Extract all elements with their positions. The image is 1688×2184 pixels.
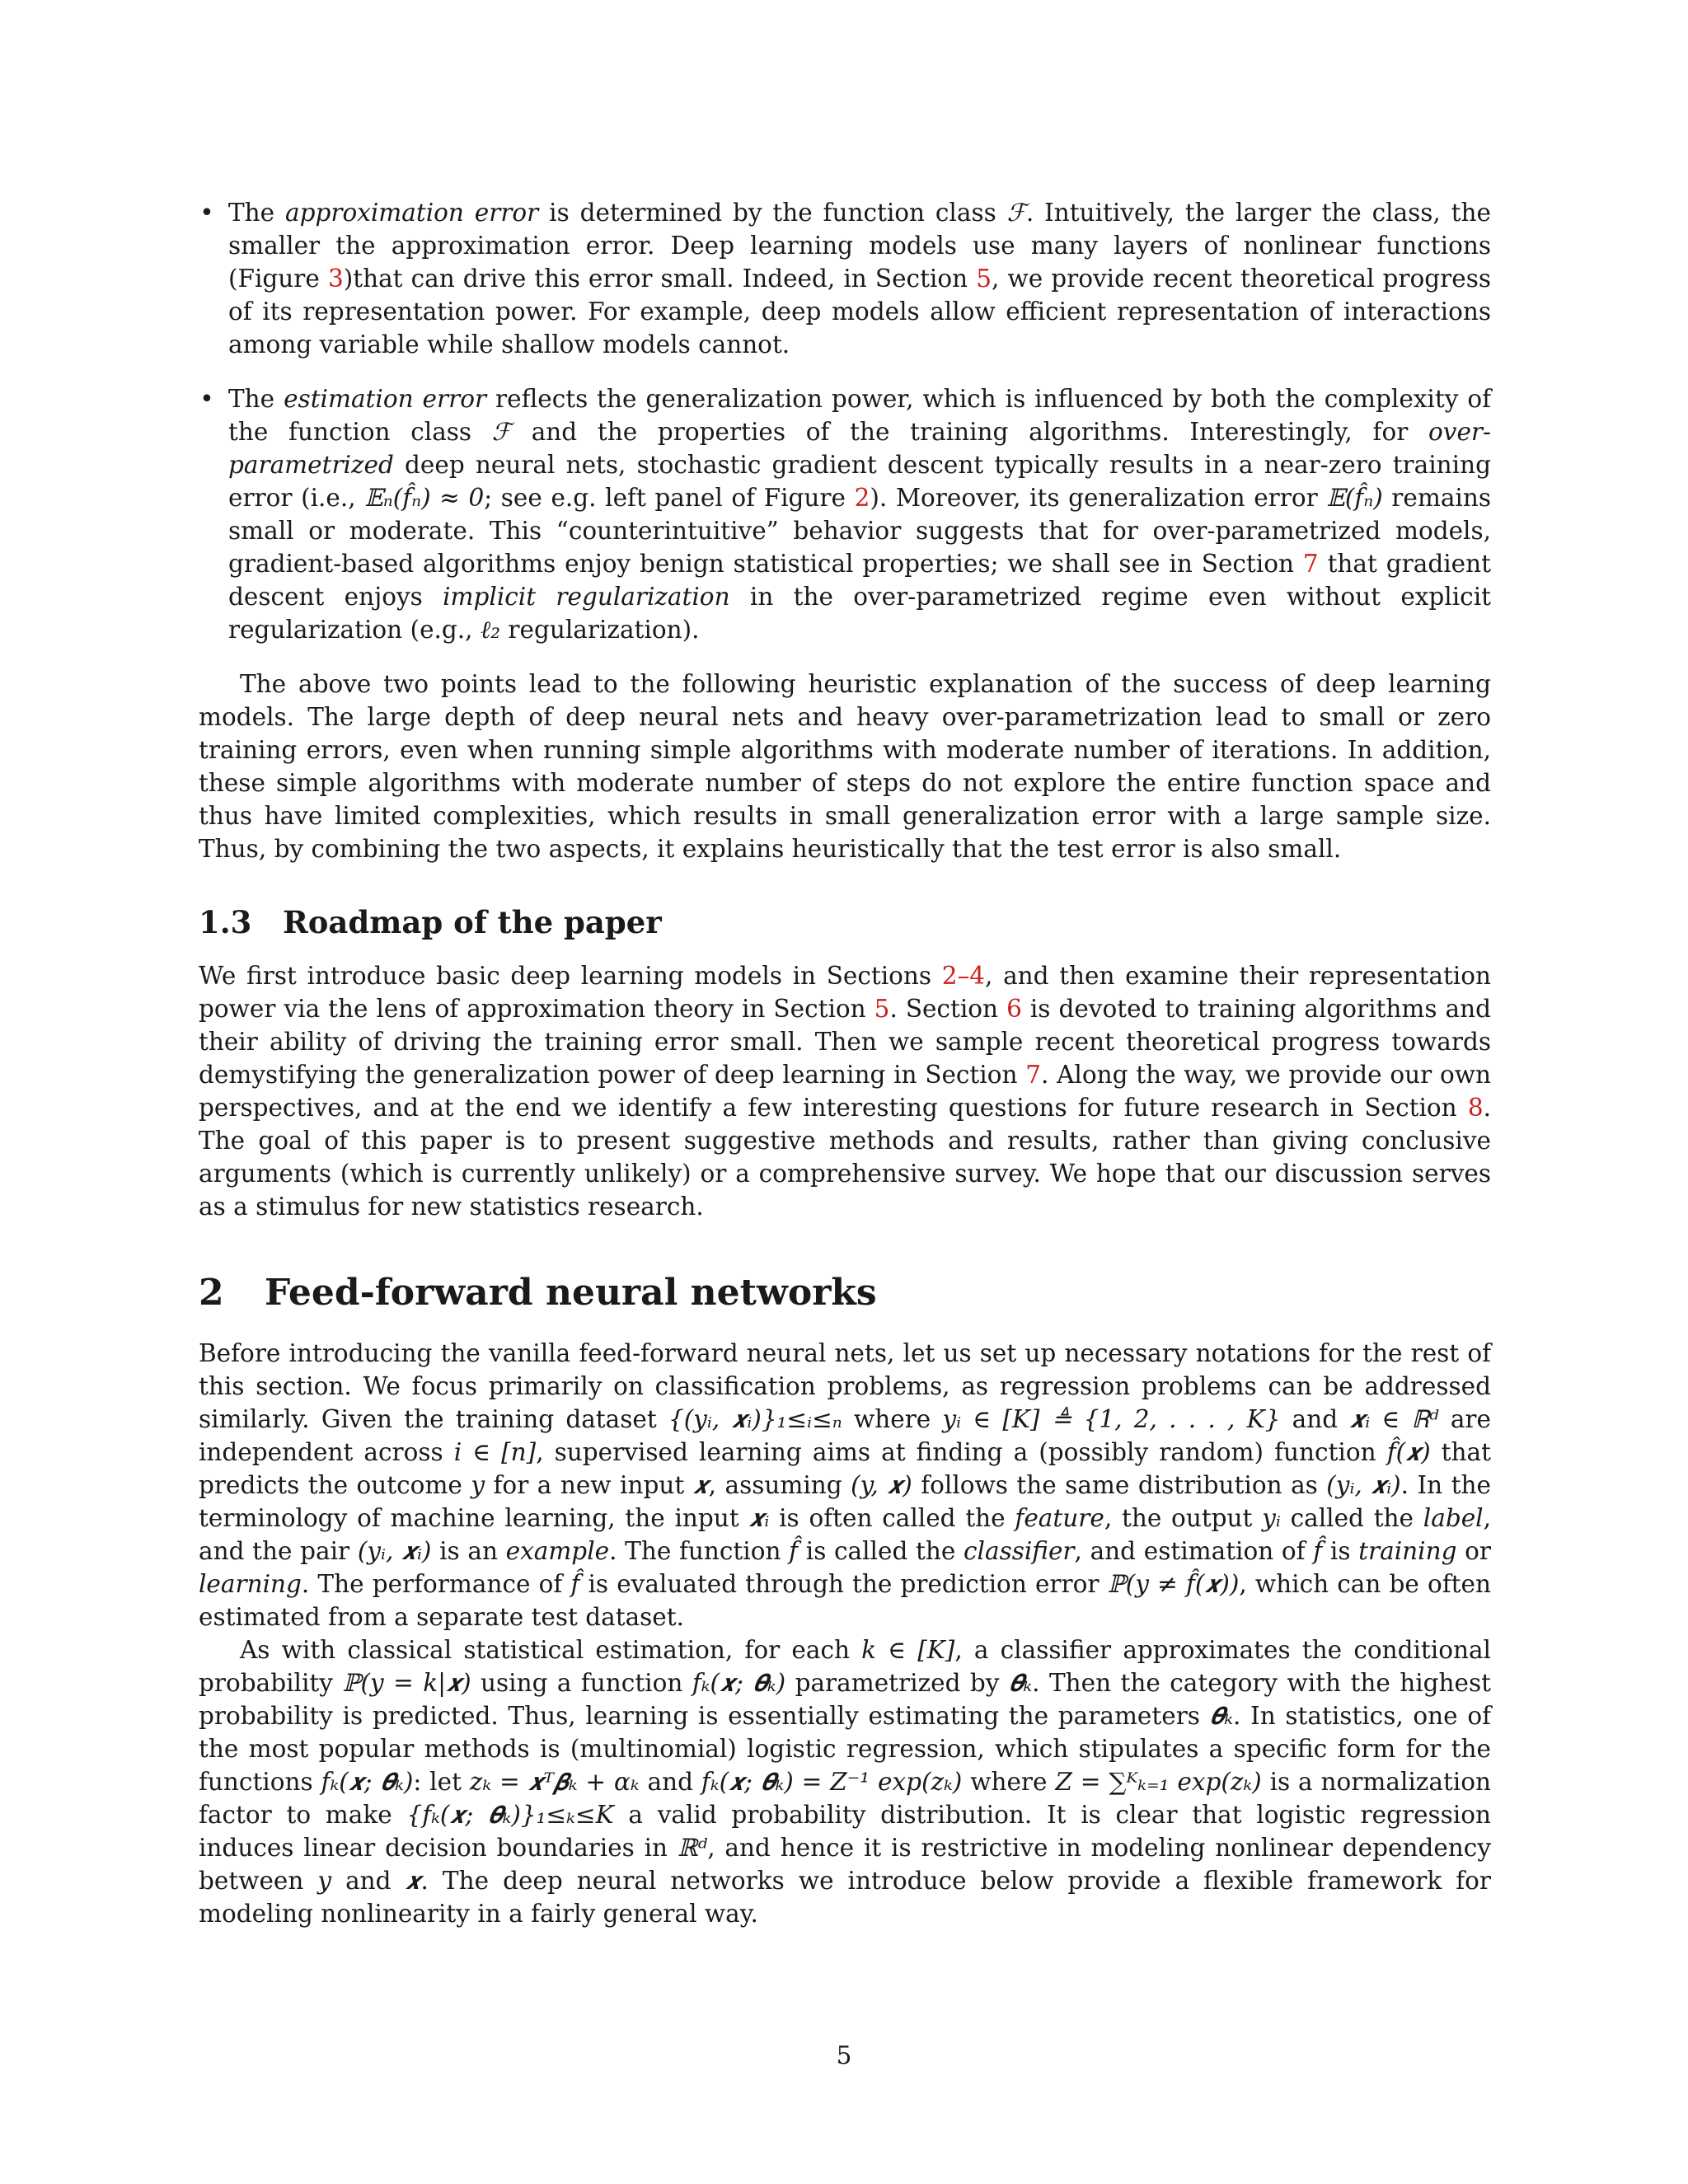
text: . Along the way, we provide our own perspectives, and at the end we identify a few interesting questions for future research in Section xyxy=(199,1061,1491,1122)
text: . In statistics, one of the most popular methods is (multinomial) logistic regression, which stipulates a specific form for the functions xyxy=(199,1702,1491,1796)
bullet-list xyxy=(199,196,1491,646)
text: . In the terminology of machine learning, the input xyxy=(199,1471,1491,1532)
text: . Section xyxy=(889,995,1007,1023)
figure-ref-2[interactable]: 2 xyxy=(854,484,870,512)
math: 𝒙ᵢ xyxy=(748,1504,770,1532)
text: The xyxy=(228,199,285,227)
math: ℓ₂ xyxy=(480,616,501,644)
term-learning: learning xyxy=(199,1570,302,1598)
text: that gradient descent enjoys xyxy=(228,550,1491,611)
bullet-approximation-error xyxy=(199,196,1491,361)
text: The xyxy=(228,385,284,413)
term-approximation-error: approximation error xyxy=(285,199,539,227)
text: or xyxy=(1456,1537,1492,1565)
term-over-parametrized: over-parametrized xyxy=(228,418,1491,479)
section-heading-2 xyxy=(199,1271,1491,1315)
text: . Then the category with the highest probability is predicted. Thus, learning is essentially estimating the parameters xyxy=(199,1669,1491,1730)
text: , and then examine their representation power via the lens of approximation theory in Section xyxy=(199,962,1491,1023)
section-ref-8[interactable]: 8 xyxy=(1467,1094,1484,1122)
text: and the properties of the training algorithms. Interestingly, for xyxy=(510,418,1429,446)
text: , a classifier approximates the conditional probability xyxy=(199,1636,1491,1697)
math: (y, 𝒙) xyxy=(851,1471,912,1499)
math: k ∈ [K] xyxy=(861,1636,955,1664)
math: fₖ(𝒙; 𝜽ₖ) xyxy=(692,1669,786,1697)
text: reflects the generalization power, which is influenced by both the complexity of the function class xyxy=(228,385,1491,446)
text: for a new input xyxy=(485,1471,693,1499)
section-ref-7[interactable]: 7 xyxy=(1025,1061,1041,1089)
math: (yᵢ, 𝒙ᵢ) xyxy=(1326,1471,1401,1499)
text: deep neural nets, stochastic gradient descent typically results in a near-zero training error (i.e., xyxy=(228,451,1491,512)
text: a valid probability distribution. It is clear that logistic regression induces linear decision boundaries in xyxy=(199,1801,1491,1862)
text: called the xyxy=(1280,1504,1423,1532)
text: remains small or moderate. This “counterintuitive” behavior suggests that for over-parametrized models, gradient-based algorithms enjoy benign statistical properties; we shall see in Section xyxy=(228,484,1492,578)
text: is an xyxy=(431,1537,506,1565)
section-ref-7[interactable]: 7 xyxy=(1302,550,1319,578)
section-number: 2 xyxy=(199,1272,224,1314)
text: . The performance of xyxy=(301,1570,571,1598)
math: ℱ xyxy=(491,418,511,446)
text: using a function xyxy=(471,1669,692,1697)
text: , and the pair xyxy=(199,1504,1491,1565)
bullet-dot: • xyxy=(199,385,214,413)
text: is determined by the function class xyxy=(538,199,1007,227)
math: 𝒙 xyxy=(405,1867,421,1895)
heuristic-paragraph: The above two points lead to the following heuristic explanation of the success of deep learning models. The large depth of deep neural nets and heavy over-parametrization lead to small or zero training errors, even when running simple algorithms with moderate number of iterations. In addition, these simple algorithms with moderate number of steps do not explore the entire function space and thus have limited complexities, which results in small generalization error with a large sample size. Thus, by combining the two aspects, it explains heuristically that the test error is also small. xyxy=(199,670,1491,863)
text: )that can drive this error small. Indeed, in Section xyxy=(343,265,977,293)
text: Before introducing the vanilla feed-forward neural nets, let us set up necessary notations for the rest of this section. We focus primarily on classification problems, as regression problems can be addressed similarly. Given the training dataset xyxy=(199,1339,1491,1433)
math: f̂(𝒙) xyxy=(1386,1438,1431,1466)
text: is a normalization factor to make xyxy=(199,1768,1491,1829)
text: ; see e.g. left panel of Figure xyxy=(484,484,855,512)
text: is called the xyxy=(798,1537,964,1565)
text: ). Moreover, its generalization error xyxy=(870,484,1327,512)
math: f̂ xyxy=(570,1570,580,1598)
section-heading-1-3 xyxy=(199,903,1491,941)
text: and xyxy=(639,1768,701,1796)
text: is devoted to training algorithms and their ability of driving the training error small. Then we sample recent theoretical progress towards demystifying the generalization power of deep learning in Section xyxy=(199,995,1491,1089)
math: 𝜽ₖ xyxy=(1008,1669,1033,1697)
logistic-regression-paragraph xyxy=(199,1633,1491,1930)
text: where xyxy=(962,1768,1056,1796)
math: i ∈ [n] xyxy=(453,1438,537,1466)
section-number: 1.3 xyxy=(199,904,252,940)
math: fₖ(𝒙; 𝜽ₖ) = Z⁻¹ exp(zₖ) xyxy=(701,1768,963,1796)
text: parametrized by xyxy=(785,1669,1009,1697)
text: , and hence it is restrictive in modeling nonlinear dependency between xyxy=(199,1834,1491,1895)
term-implicit-regularization: implicit regularization xyxy=(443,583,730,611)
roadmap-paragraph xyxy=(199,959,1491,1223)
math: yᵢ ∈ [K] ≜ {1, 2, . . . , K} xyxy=(942,1405,1281,1433)
math: {(yᵢ, 𝒙ᵢ)}₁≤ᵢ≤ₙ xyxy=(668,1405,842,1433)
text: , the output xyxy=(1104,1504,1263,1532)
math: 𝒙ᵢ ∈ ℝᵈ xyxy=(1349,1405,1439,1433)
notation-paragraph xyxy=(199,1337,1491,1633)
text: . The function xyxy=(609,1537,790,1565)
text: . The goal of this paper is to present suggestive methods and results, rather than giving conclusive arguments (which is currently unlikely) or a comprehensive survey. We hope that our discussion serves as a stimulus for new statistics research. xyxy=(199,1094,1491,1221)
math: 𝜽ₖ xyxy=(1209,1702,1233,1730)
text: where xyxy=(842,1405,943,1433)
math: y xyxy=(317,1867,332,1895)
section-ref-5[interactable]: 5 xyxy=(874,995,890,1023)
text: is often called the xyxy=(769,1504,1015,1532)
page-content xyxy=(199,196,1491,1930)
term-label: label xyxy=(1423,1504,1484,1532)
text: , which can be often estimated from a separate test dataset. xyxy=(199,1570,1491,1631)
text: As with classical statistical estimation, for each xyxy=(240,1636,862,1664)
bullet-dot: • xyxy=(199,199,214,227)
math: f̂ xyxy=(789,1537,799,1565)
section-title: Feed-forward neural networks xyxy=(265,1272,877,1314)
math: ℙ(y ≠ f̂(𝒙)) xyxy=(1107,1570,1240,1598)
text: in the over-parametrized regime even without explicit regularization (e.g., xyxy=(228,583,1491,644)
section-ref-2-4[interactable]: 2–4 xyxy=(941,962,986,990)
section-title: Roadmap of the paper xyxy=(283,904,662,940)
math: 𝔼ₙ(f̂ₙ) ≈ 0 xyxy=(364,484,485,512)
text: follows the same distribution as xyxy=(912,1471,1327,1499)
section-ref-5[interactable]: 5 xyxy=(976,265,992,293)
term-example: example xyxy=(505,1537,610,1565)
text: . Intuitively, the larger the class, the smaller the approximation error. Deep learning models use many layers of nonlinear functions (Figure xyxy=(228,199,1491,293)
math: y xyxy=(471,1471,485,1499)
text: regularization). xyxy=(500,616,700,644)
term-classifier: classifier xyxy=(964,1537,1075,1565)
text: is evaluated through the prediction error xyxy=(579,1570,1108,1598)
text: and xyxy=(331,1867,406,1895)
bullet-estimation-error xyxy=(199,382,1491,646)
section-ref-6[interactable]: 6 xyxy=(1006,995,1022,1023)
text: that predicts the outcome xyxy=(199,1438,1491,1499)
math: yᵢ xyxy=(1262,1504,1281,1532)
text: and xyxy=(1280,1405,1350,1433)
math: fₖ(𝒙; 𝜽ₖ) xyxy=(321,1768,414,1796)
page-number: 5 xyxy=(836,2041,852,2069)
text: are independent across xyxy=(199,1405,1491,1466)
math: 𝔼(f̂ₙ) xyxy=(1326,484,1383,512)
text: , assuming xyxy=(708,1471,851,1499)
math: 𝒙 xyxy=(692,1471,709,1499)
math: f̂ xyxy=(1313,1537,1323,1565)
term-feature: feature xyxy=(1015,1504,1104,1532)
text: We first introduce basic deep learning models in Sections xyxy=(199,962,942,990)
text: , we provide recent theoretical progress of its representation power. For example, deep models allow efficient representation of interactions among variable while shallow models cannot. xyxy=(228,265,1491,359)
text: . The deep neural networks we introduce below provide a flexible framework for modeling nonlinearity in a fairly general way. xyxy=(199,1867,1491,1928)
math: ℝᵈ xyxy=(677,1834,708,1862)
math: Z = ∑ᴷₖ₌₁ exp(zₖ) xyxy=(1055,1768,1262,1796)
math: ℱ xyxy=(1006,199,1026,227)
math: ℙ(y = k|𝒙) xyxy=(342,1669,471,1697)
text: , supervised learning aims at finding a (possibly random) function xyxy=(536,1438,1387,1466)
term-estimation-error: estimation error xyxy=(284,385,487,413)
text: : let xyxy=(413,1768,470,1796)
math: zₖ = 𝒙ᵀ𝜷ₖ + αₖ xyxy=(469,1768,640,1796)
text: , and estimation of xyxy=(1074,1537,1314,1565)
text: is xyxy=(1322,1537,1359,1565)
figure-ref-3[interactable]: 3 xyxy=(327,265,344,293)
math: {fₖ(𝒙; 𝜽ₖ)}₁≤ₖ≤K xyxy=(406,1801,614,1829)
math: (yᵢ, 𝒙ᵢ) xyxy=(357,1537,432,1565)
term-training: training xyxy=(1358,1537,1457,1565)
